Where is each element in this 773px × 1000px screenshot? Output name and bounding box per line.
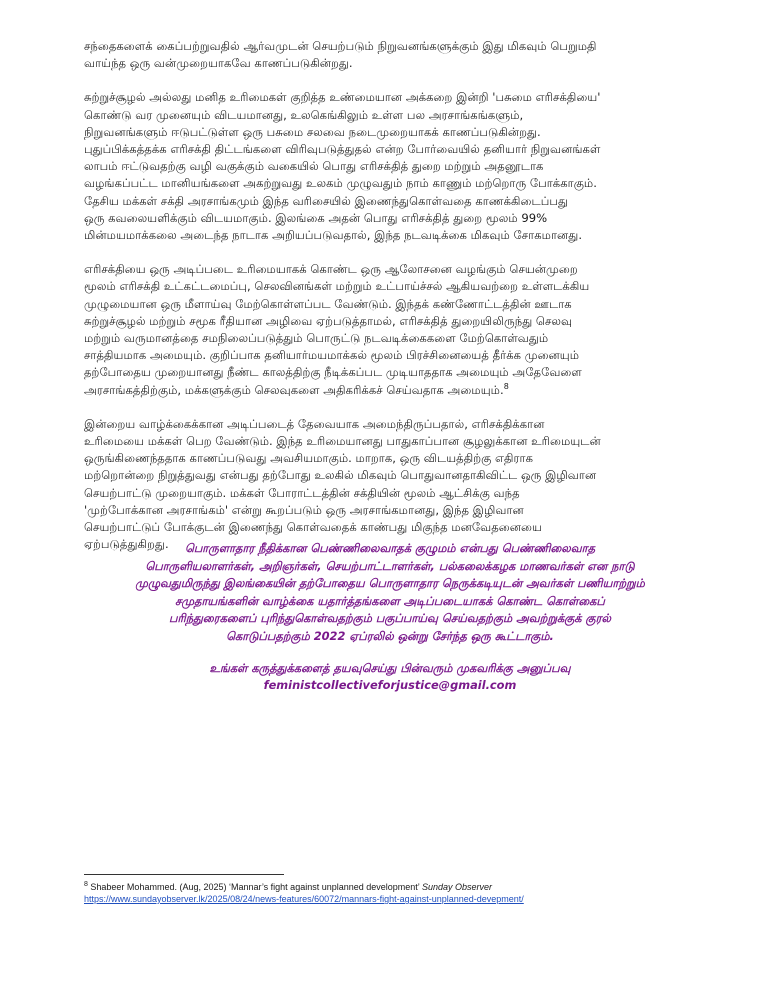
footnote-title: ‘Mannar’s fight against unplanned development’: [228, 882, 420, 892]
paragraph-line: தேசிய மக்கள் சக்தி அரசாங்கமும் இந்த வரிசையில் இணைந்துகொள்வதை காணக்கிடைப்பது: [84, 193, 569, 208]
collective-description-callout: [84, 540, 696, 695]
paragraph-line: எரிசக்தியை ஒரு அடிப்படை உரிமையாகக் கொண்ட ஒரு ஆலோசனை வழங்கும் செயன்முறை: [84, 262, 578, 277]
callout-line: பொருளாதார நீதிக்கான பெண்ணிலைவாதக் குழுமம் என்பது பெண்ணிலைவாத: [184, 541, 596, 555]
footnote: [84, 881, 704, 905]
paragraph-line: ஏற்படுத்துகிறது.: [84, 537, 169, 552]
paragraph-line: ஒரு கவலையளிக்கும் விடயமாகும். இலங்கை அதன் பொது எரிசக்தித் துறை மூலம் 99%: [84, 210, 548, 225]
paragraph-line: இன்றைய வாழ்க்கைக்கான அடிப்படைத் தேவையாக அமைந்திருப்பதால், எரிசக்திக்கான: [84, 416, 545, 431]
callout-line: முழுவதுமிருந்து இலங்கையின் தற்போதைய பொருளாதார நெருக்கடியுடன் அவர்கள் பணியாற்றும்: [135, 576, 645, 591]
paragraph-line: முழுமையான ஒரு மீளாய்வு மேற்கொள்ளப்பட வேண்டும். இந்தக் கண்ணோட்டத்தின் ஊடாக: [84, 296, 572, 311]
paragraph-line: 'முற்போக்கான அரசாங்கம்' என்று கூறப்படும் ஒரு அரசாங்கமானது, இந்த இழிவான: [84, 502, 524, 517]
paragraph-line: சாத்தியமாக அமையும். குறிப்பாக தனியார்மயமாக்கல் மூலம் பிரச்சினையைத் தீர்க்க முனையும்: [84, 348, 580, 363]
callout-line: சமுதாயங்களின் வாழ்க்கை யதார்த்தங்களை அடிப்படையாகக் கொண்ட கொள்கைப்: [175, 593, 605, 608]
paragraph-line: மற்றொன்றை நிறுத்துவது என்பது தற்போது உலகில் மிகவும் பொதுவானதாகிவிட்ட ஒரு இழிவான: [84, 468, 597, 483]
paragraph-line: சுற்றுச்சூழல் அல்லது மனித உரிமைகள் குறித்த உண்மையான அக்கறை இன்றி 'பசுமை எரிசக்தியை': [84, 90, 601, 105]
paragraph-line: ஒருங்கிணைந்ததாக காணப்படுவது அவசியமாகும். மாறாக, ஒரு விடயத்திற்கு எதிராக: [84, 451, 534, 466]
paragraph-2: [84, 89, 696, 244]
paragraph-line: உரிமையை மக்கள் பெற வேண்டும். இந்த உரிமையானது பாதுகாப்பான சூழலுக்கான உரிமையுடன்: [84, 434, 601, 449]
paragraph-line: மின்மயமாக்கலை அடைந்த நாடாக அறியப்படுவதால், இந்த நடவடிக்கை மிகவும் சோகமானது.: [84, 228, 583, 243]
paragraph-line: லாபம் ஈட்டுவதற்கு வழி வகுக்கும் வகையில் பொது எரிசக்தித் துறை மற்றும் அதனூடாக: [84, 159, 544, 174]
paragraph-line: [84, 382, 696, 399]
contact-line: உங்கள் கருத்துக்களைத் தயவுசெய்து பின்வரும் முகவரிக்கு அனுப்பவு: [209, 660, 571, 675]
footnote-number: 8: [84, 881, 88, 888]
contact-block: [84, 660, 696, 695]
callout-line: பரிந்துரைகளைப் புரிந்துகொள்வதற்கும் பகுப்பாய்வு செய்வதற்கும் அவற்றுக்குக் குரல்: [169, 611, 611, 626]
footnote-author: Shabeer Mohammed. (Aug, 2025): [87, 882, 229, 892]
paragraph-line: தற்போதைய முறையானது நீண்ட காலத்திற்கு நீடிக்கப்பட முடியாததாக அமையும் அதேவேளை: [84, 365, 582, 380]
paragraph-3: [84, 261, 696, 399]
paragraph-line: செயற்பாட்டுப் போக்குடன் இணைந்து கொள்வதைக் காண்பது மிகுந்த மனவேதனையை: [84, 520, 542, 535]
footnote-reference[interactable]: 8: [503, 381, 509, 391]
footnote-divider: [84, 874, 284, 875]
paragraph-1: [84, 38, 696, 72]
paragraph-line-text: அரசாங்கத்திற்கும், மக்களுக்கும் செலவுகளை அதிகரிக்கச் செய்வதாக அமையும்.: [84, 382, 504, 397]
callout-line: கொடுப்பதற்கும் 2022 ஏப்ரலில் ஒன்று சேர்ந்த ஒரு கூட்டாகும்.: [226, 628, 554, 643]
paragraph-line: புதுப்பிக்கத்தக்க எரிசக்தி திட்டங்களை விரிவுபடுத்துதல் என்ற போர்வையில் தனியார் நிறுவனங்கள்: [84, 142, 601, 157]
footnote-source: Sunday Observer: [421, 882, 493, 892]
footnote-citation: [84, 881, 704, 893]
paragraph-line: நிறுவனங்களும் ஈடுபட்டுள்ள ஒரு பசுமை சலவை நடைமுறையாகக் காணப்படுகின்றது.: [84, 124, 541, 139]
paragraph-line: வாய்ந்த ஒரு வன்முறையாகவே காணப்படுகின்றது.: [84, 56, 353, 71]
footnote-link[interactable]: https://www.sundayobserver.lk/2025/08/24/news-features/60072/mannars-fight-against-unplanned-devepment/: [84, 894, 524, 904]
paragraph-line: செயற்பாட்டு முறையாகும். மக்கள் போராட்டத்தின் சக்தியின் மூலம் ஆட்சிக்கு வந்த: [84, 485, 520, 500]
paragraph-4: [84, 416, 696, 554]
paragraph-line: கொண்டு வர முனையும் விடயமானது, உலகெங்கிலும் உள்ள பல அரசாங்கங்களும்,: [84, 107, 524, 122]
body-text: [84, 38, 696, 570]
paragraph-line: மூலம் எரிசக்தி உட்கட்டமைப்பு, செலவினங்கள் மற்றும் உட்பாய்ச்சல் ஆகியவற்றை உள்ளடக்கிய: [84, 279, 590, 294]
paragraph-line: சுற்றுச்சூழல் மற்றும் சமூக ரீதியான அழிவை ஏற்படுத்தாமல், எரிசக்தித் துறையிலிருந்து செலவு: [84, 313, 573, 328]
paragraph-line: சந்தைகளைக் கைப்பற்றுவதில் ஆர்வமுடன் செயற்படும் நிறுவனங்களுக்கும் இது மிகவும் பெறுமதி: [84, 39, 597, 53]
callout-line: பொருளியலாளர்கள், அறிஞர்கள், செயற்பாட்டாளர்கள், பல்கலைக்கழக மாணவர்கள் என நாடு: [145, 558, 635, 573]
paragraph-line: வழங்கப்பட்ட மானியங்களை அகற்றுவது உலகம் முழுவதும் நாம் காணும் மற்றொரு போக்காகும்.: [84, 176, 597, 191]
paragraph-line: மற்றும் வருமானத்தை சமநிலைப்படுத்தும் பொருட்டு நடவடிக்கைகளை மேற்கொள்வதும்: [84, 331, 549, 346]
contact-email[interactable]: feministcollectiveforjustice@gmail.com: [263, 678, 517, 693]
